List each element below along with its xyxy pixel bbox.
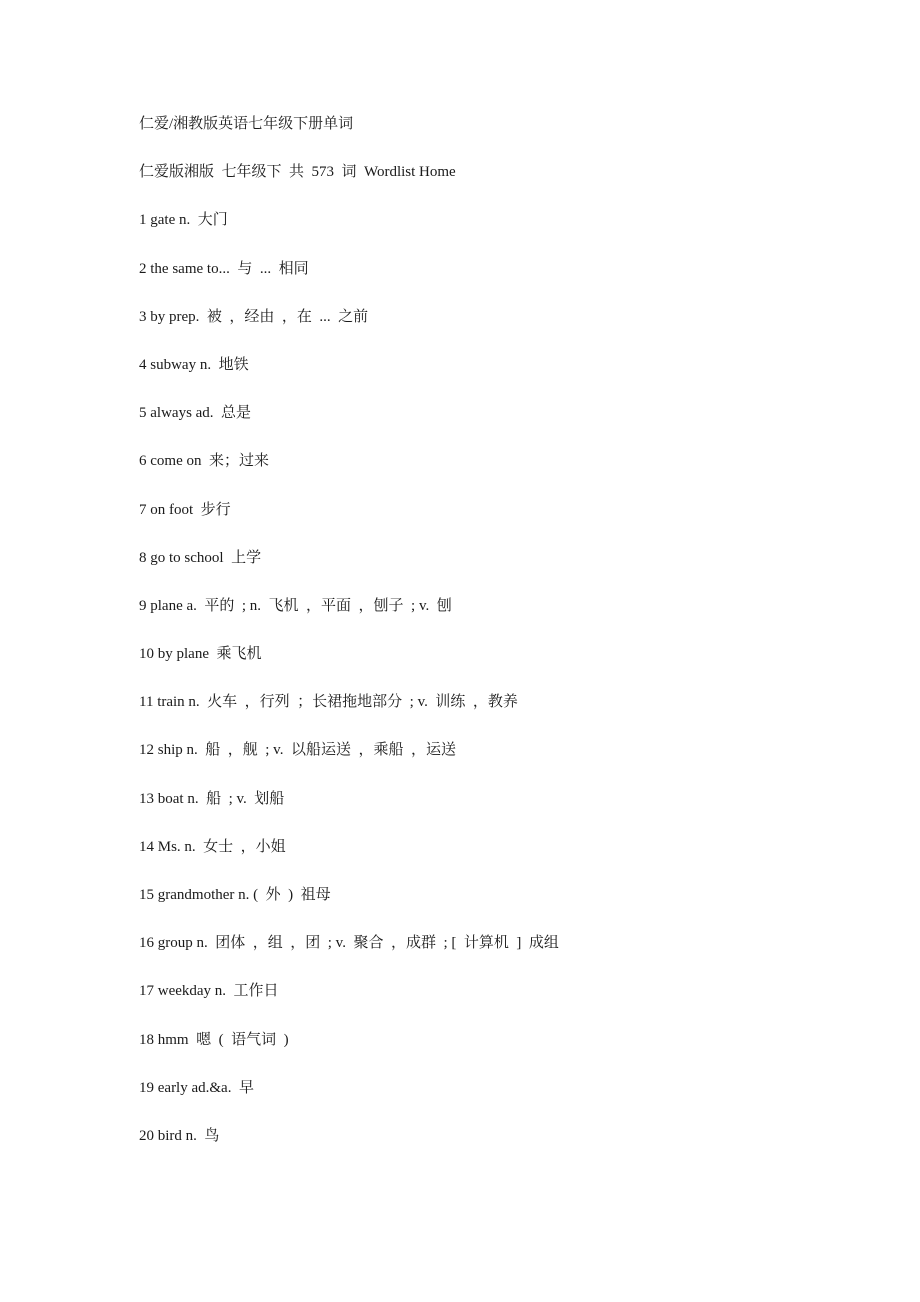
word-entry: 13 boat n. 船 ; v. 划船 xyxy=(139,790,285,807)
word-entry: 2 the same to... 与 ... 相同 xyxy=(139,260,309,277)
word-entry: 20 bird n. 鸟 xyxy=(139,1127,220,1144)
document-subtitle: 仁爱版湘版 七年级下 共 573 词 Wordlist Home xyxy=(139,164,456,181)
word-entry: 17 weekday n. 工作日 xyxy=(139,983,279,1000)
word-entry: 10 by plane 乘飞机 xyxy=(139,646,262,663)
wordlist-document xyxy=(139,112,859,1172)
word-entry: 18 hmm 嗯 ( 语气词 ) xyxy=(139,1031,289,1048)
word-entry: 16 group n. 团体 ，组 ，团 ; v. 聚合 ，成群 ; [ 计算机 ] 成组 xyxy=(139,935,559,952)
document-title: 仁爱/湘教版英语七年级下册单词 xyxy=(139,116,354,132)
word-entry: 1 gate n. 大门 xyxy=(139,212,228,229)
word-entry: 11 train n. 火车 ，行列 ；长裙拖地部分 ; v. 训练 ，教养 xyxy=(139,694,518,711)
word-entry: 6 come on 来；过来 xyxy=(139,453,269,470)
word-entry: 3 by prep. 被 ，经由 ，在 ... 之前 xyxy=(139,308,369,325)
word-entry: 5 always ad. 总是 xyxy=(139,405,252,422)
word-entry: 19 early ad.&a. 早 xyxy=(139,1079,254,1096)
word-entry: 7 on foot 步行 xyxy=(139,501,231,518)
word-entry: 9 plane a. 平的 ; n. 飞机 ，平面 ，刨子 ; v. 刨 xyxy=(139,597,452,614)
word-entry: 8 go to school 上学 xyxy=(139,549,262,566)
word-entry: 12 ship n. 船 ，舰 ; v. 以船运送 ，乘船 ，运送 xyxy=(139,742,456,759)
word-entry: 4 subway n. 地铁 xyxy=(139,356,249,373)
word-entry: 14 Ms. n. 女士 ，小姐 xyxy=(139,838,286,855)
word-entry: 15 grandmother n. ( 外 ) 祖母 xyxy=(139,887,331,903)
